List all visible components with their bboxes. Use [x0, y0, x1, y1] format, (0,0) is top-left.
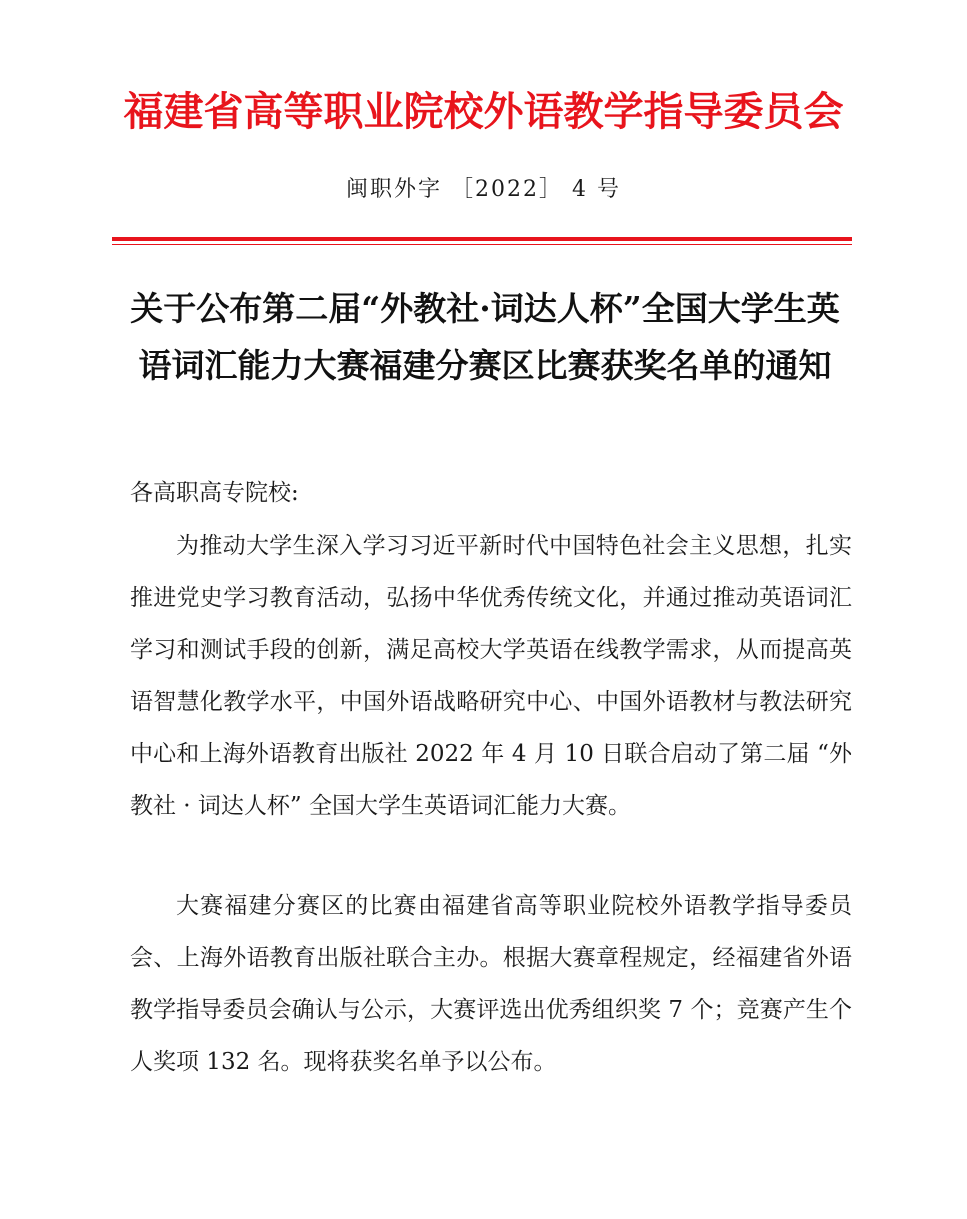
red-divider-thin [112, 244, 852, 245]
body-paragraph: 大赛福建分赛区的比赛由福建省高等职业院校外语教学指导委员会、上海外语教育出版社联合主办。根据大赛章程规定，经福建省外语教学指导委员会确认与公示，大赛评选出优秀组织奖 7 个；竞赛产生个人奖项 132 名。现将获奖名单予以公布。 [130, 893, 852, 1075]
document-number: 闽职外字 ［2022］ 4 号 [346, 177, 621, 202]
body-paragraph: 为推动大学生深入学习习近平新时代中国特色社会主义思想，扎实推进党史学习教育活动，弘扬中华优秀传统文化，并通过推动英语词汇学习和测试手段的创新，满足高校大学英语在线教学需求，从而提高英语智慧化教学水平，中国外语战略研究中心、中国外语教材与教法研究中心和上海外语教育出版社 2022 年 4 月 10 日联合启动了第二届 “外教社 · 词达人杯” 全国大学生英语词汇能力大赛。 [130, 533, 852, 819]
notice-title: 关于公布第二届“外教社·词达人杯”全国大学生英语词汇能力大赛福建分赛区比赛获奖名单的通知 [130, 289, 840, 385]
salutation: 各高职高专院校: [130, 480, 299, 506]
red-divider-thick [112, 237, 852, 241]
issuing-organization-title: 福建省高等职业院校外语教学指导委员会 [123, 88, 844, 135]
